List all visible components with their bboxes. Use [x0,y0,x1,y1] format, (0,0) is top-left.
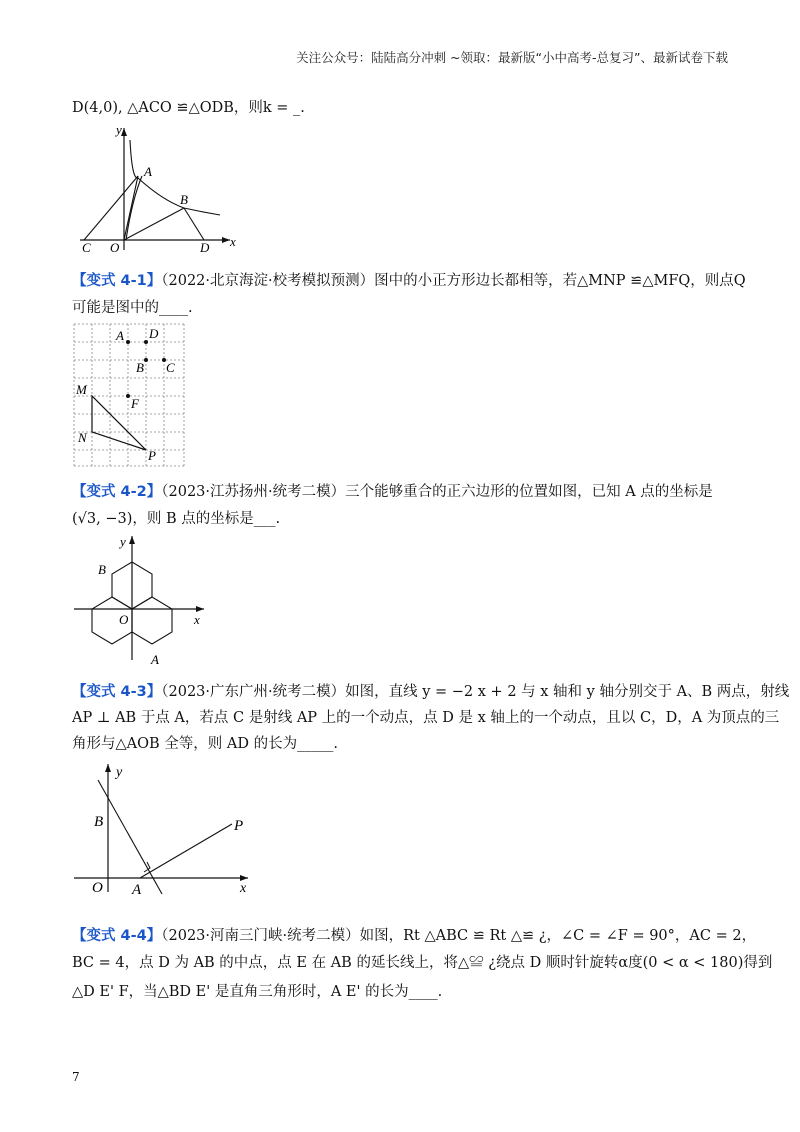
label-y: y [116,122,122,137]
label-x: x [240,881,247,896]
label-b: B [98,562,106,577]
figure-q-top [72,120,252,256]
figure-4-3 [72,758,262,898]
variant-4-4-line1: 【变式 4-4】（2023·河南三门峡·统考二模）如图，Rt △ABC ≌ Rt △≌ ¿，∠C = ∠F = 90°，AC = 2， [72,928,757,944]
label-n: N [78,430,87,445]
label-b: B [94,814,104,830]
label-d: D [200,240,210,255]
label-a: A [151,652,159,667]
label-b: B [136,360,144,375]
page-header: 关注公众号：陆陆高分冲刺 ~领取：最新版“小中高考-总复习”、最新试卷下载 [296,50,728,65]
variant-4-2-line1: 【变式 4-2】（2023·江苏扬州·统考二模）三个能够重合的正六边形的位置如图，已知 A 点的坐标是 [72,484,713,500]
variant-4-3-tag: 【变式 4-3】 [72,684,162,700]
label-a: A [144,164,152,179]
variant-4-4-tag: 【变式 4-4】 [72,928,162,944]
label-b: B [180,192,188,207]
variant-4-1-line1: 【变式 4-1】（2022·北京海淀·校考模拟预测）图中的小正方形边长都相等，若△MNP ≌△MFQ，则点Q [72,273,746,289]
variant-4-1-tag: 【变式 4-1】 [72,273,162,289]
label-o: O [92,880,103,896]
label-p: P [234,818,244,834]
label-x: x [194,612,200,627]
label-p: P [148,448,156,463]
label-y: y [116,765,123,780]
label-y: y [120,534,126,549]
question-top-text: D(4,0), △ACO ≌△ODB，则k = _. [72,100,305,116]
variant-4-3-line2: AP ⊥ AB 于点 A，若点 C 是射线 AP 上的一个动点，点 D 是 x 轴上的一个动点，且以 C，D，A 为顶点的三 [72,710,780,726]
label-a: A [132,882,142,898]
figure-4-2 [72,530,222,670]
label-m: M [76,382,87,397]
label-o: O [119,612,129,627]
label-f: F [131,396,139,411]
label-c: C [82,240,91,255]
variant-4-2-line2: (√3, −3)，则 B 点的坐标是___. [72,511,281,527]
variant-4-1-line2: 可能是图中的____. [72,300,193,316]
variant-4-3-line1: 【变式 4-3】（2023·广东广州·统考二模）如图，直线 y = −2 x + 2 与 x 轴和 y 轴分别交于 A、B 两点，射线 [72,684,790,700]
variant-4-4-line2: BC = 4，点 D 为 AB 的中点，点 E 在 AB 的延长线上，将△≌ ¿绕点 D 顺时针旋转α度(0 < α < 180)得到 [72,955,773,971]
label-a: A [116,328,124,343]
label-d: D [149,326,159,341]
label-x: x [230,234,236,249]
label-o: O [110,240,120,255]
variant-4-2-tag: 【变式 4-2】 [72,484,162,500]
figure-4-1 [72,322,186,468]
page-number: 7 [72,1070,80,1084]
label-c: C [166,360,175,375]
variant-4-3-line3: 角形与△AOB 全等，则 AD 的长为_____. [72,736,338,752]
variant-4-4-line3: △D E' F，当△BD E' 是直角三角形时，A E' 的长为____. [72,984,443,1000]
